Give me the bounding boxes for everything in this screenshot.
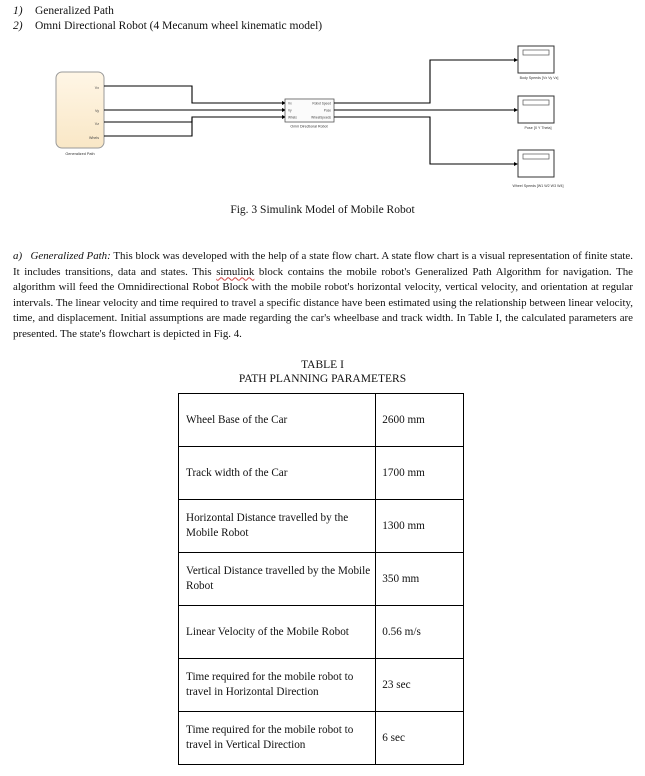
omni-robot-block [285,99,334,129]
value-cell: 2600 mm [376,394,464,447]
list-text: Generalized Path [35,5,114,17]
block-name: Generalized Path [65,152,95,156]
value-cell: 0.56 m/s [376,606,464,659]
list-number: 1) [13,5,23,17]
port-label: Pose [323,108,331,113]
port-label: Whels [288,115,297,120]
paragraph-label: Generalized Path: [30,250,111,262]
scope-wheel-speeds [513,150,564,188]
port-label: Vx [94,86,99,90]
scope-label: Wheel Speeds [W1 W2 W3 W4] [512,184,564,188]
generalized-path-block [56,72,104,156]
port-label: Robot Speed [312,101,331,106]
param-cell: Time required for the mobile robot to travel in Horizontal Direction [179,659,376,712]
table-row [179,659,464,712]
list-text: Omni Directional Robot (4 Mecanum wheel kinematic model) [35,20,323,32]
paragraph-marker: a) [13,250,23,262]
parameters-table [178,393,464,765]
table-title: PATH PLANNING PARAMETERS [238,373,407,385]
value-cell: 350 mm [376,553,464,606]
table-row [179,500,464,553]
table-label: TABLE I [301,359,344,371]
simulink-diagram [0,0,645,200]
port-label: Vy [288,108,292,113]
paragraph-text: block contains the mobile robot's Generalized Path Algorithm for navigation. The algorithm will feed the Omnidirectional Robot Block with the mobile robot's horizontal velocity, vertical velocity, and orientation at regular intervals. The linear velocity and time required to travel a specific distance have been estimated using the relationship between linear velocity, time, and displacement. Initial assumptions are made regarding the car's wheelbase and track width. In Table I, the calculated parameters are presented. The state's flowchart is depicted in Fig. 4. [13,265,633,340]
table-row [179,553,464,606]
port-label: Whels [89,136,99,140]
output-lines [334,60,514,164]
value-cell: 6 sec [376,712,464,765]
body-paragraph [13,249,633,342]
param-cell: Linear Velocity of the Mobile Robot [179,606,376,659]
figure-caption: Fig. 3 Simulink Model of Mobile Robot [230,204,415,216]
port-label: Vy [94,109,99,113]
block-name: Omni Directional Robot [290,124,328,129]
param-cell: Vertical Distance travelled by the Mobile Robot [179,553,376,606]
param-cell: Track width of the Car [179,447,376,500]
port-label: WheelSpeeds [311,115,331,120]
signal-lines [104,86,282,136]
table-row [179,606,464,659]
table-row [179,447,464,500]
port-label: Vz [94,122,99,126]
param-cell: Wheel Base of the Car [179,394,376,447]
param-cell: Horizontal Distance travelled by the Mobile Robot [179,500,376,553]
scope-body-speeds [518,46,558,80]
scope-label: Pose [X Y Theta] [524,126,552,130]
value-cell: 23 sec [376,659,464,712]
table-row [179,712,464,765]
table-row [179,394,464,447]
scope-label: Body Speeds [Vx Vy Vz] [519,76,559,80]
scope-pose [518,96,554,130]
value-cell: 1700 mm [376,447,464,500]
list-number: 2) [13,20,23,32]
port-label: Vx [288,101,292,106]
output-arrowheads [514,58,518,166]
value-cell: 1300 mm [376,500,464,553]
paragraph-text: This block was developed with the help of a state flow chart. A state flow chart is a visual representation of finite state. It includes transitions, data and states. This [13,250,633,278]
spellcheck-flagged-word: simulink [216,265,255,278]
param-cell: Time required for the mobile robot to travel in Vertical Direction [179,712,376,765]
